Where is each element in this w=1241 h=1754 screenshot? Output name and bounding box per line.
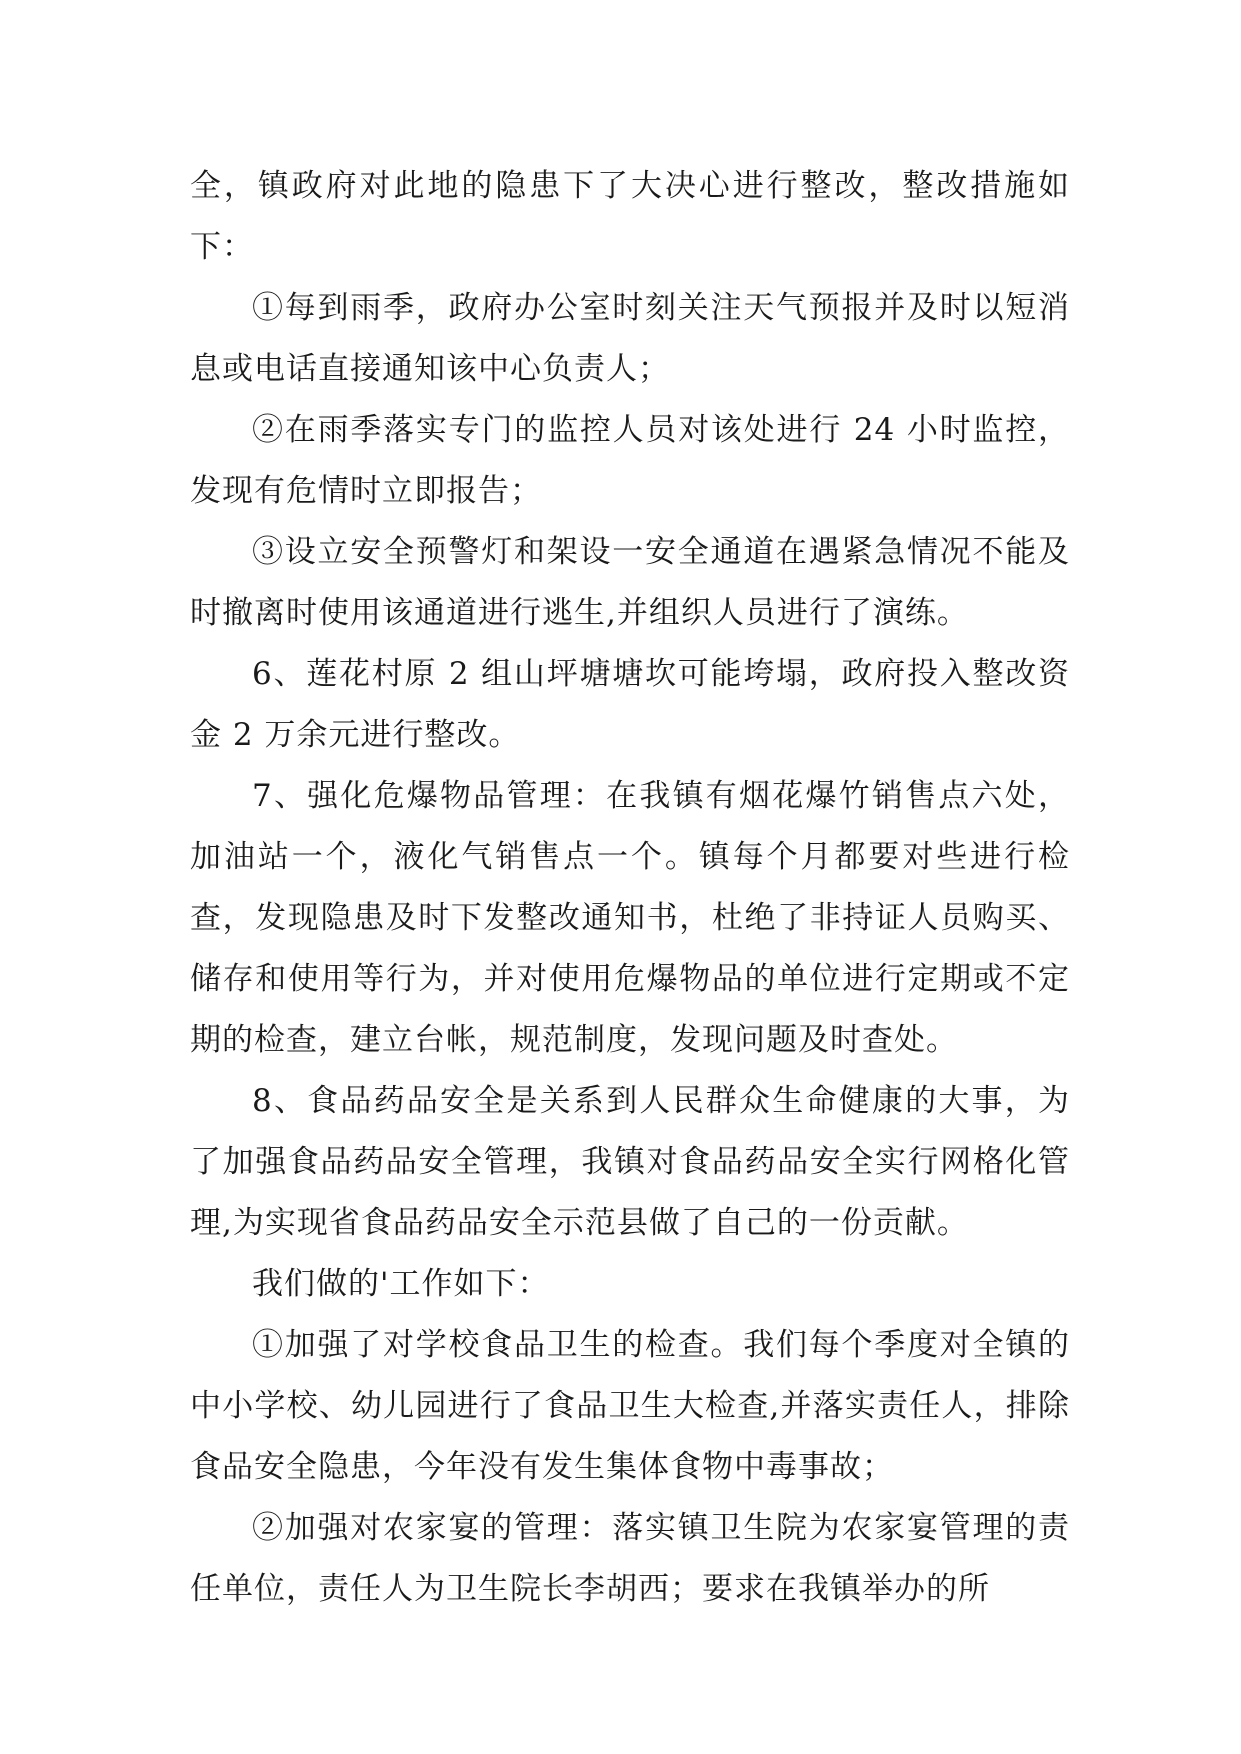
document-page: [190, 156, 1070, 1620]
paragraph-measure-1: ①每到雨季，政府办公室时刻关注天气预报并及时以短消息或电话直接通知该中心负责人；: [190, 290, 1070, 387]
paragraph-item-7: 7、强化危爆物品管理：在我镇有烟花爆竹销售点六处，加油站一个，液化气销售点一个。镇每个月都要对些进行检查，发现隐患及时下发整改通知书，杜绝了非持证人员购买、储存和使用等行为，并对使用危爆物品的单位进行定期或不定期的检查，建立台帐，规范制度，发现问题及时查处。: [190, 778, 1070, 1058]
paragraph-continuation: 全，镇政府对此地的隐患下了大决心进行整改，整改措施如下：: [190, 168, 1070, 265]
paragraph-work-1: ①加强了对学校食品卫生的检查。我们每个季度对全镇的中小学校、幼儿园进行了食品卫生大检查,并落实责任人，排除食品安全隐患，今年没有发生集体食物中毒事故；: [190, 1327, 1070, 1485]
paragraph-work-2: ②加强对农家宴的管理：落实镇卫生院为农家宴管理的责任单位，责任人为卫生院长李胡西；要求在我镇举办的所: [190, 1510, 1070, 1607]
paragraph-measure-3: ③设立安全预警灯和架设一安全通道在遇紧急情况不能及时撤离时使用该通道进行逃生,并组织人员进行了演练。: [190, 534, 1070, 631]
paragraph-item-6: 6、莲花村原 2 组山坪塘塘坎可能垮塌，政府投入整改资金 2 万余元进行整改。: [190, 656, 1070, 753]
paragraph-work-intro: 我们做的'工作如下：: [252, 1266, 550, 1302]
paragraph-measure-2: ②在雨季落实专门的监控人员对该处进行 24 小时监控，发现有危情时立即报告；: [190, 412, 1070, 509]
paragraph-item-8: 8、食品药品安全是关系到人民群众生命健康的大事，为了加强食品药品安全管理，我镇对食品药品安全实行网格化管理,为实现省食品药品安全示范县做了自己的一份贡献。: [190, 1083, 1070, 1241]
